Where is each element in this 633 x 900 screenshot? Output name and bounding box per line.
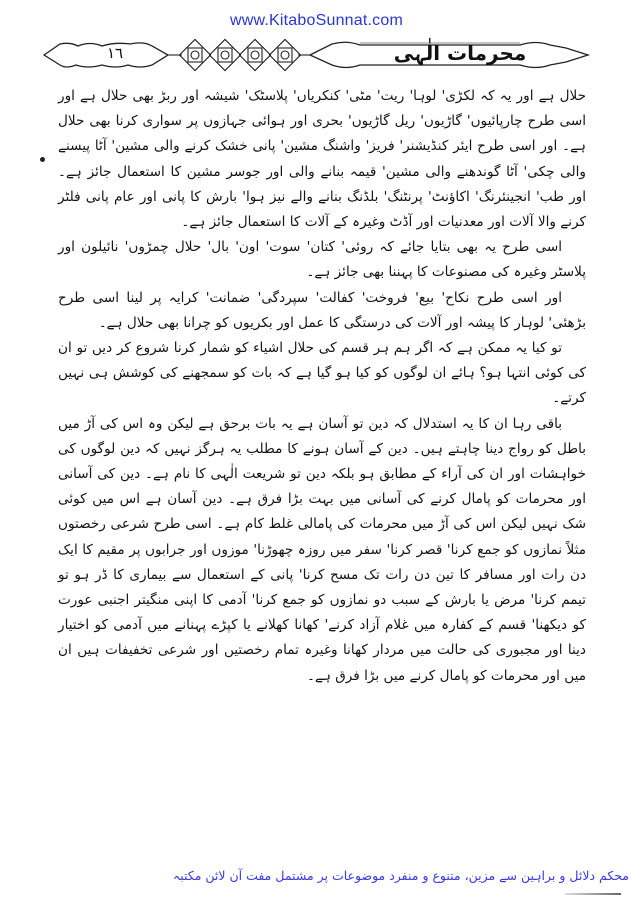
page-header	[40, 38, 595, 72]
paragraph: حلال ہے اور یہ کہ لکڑی' لوہا' ریت' مٹی' کنکریاں' پلاسٹک' شیشہ اور ربڑ بھی حلال ہے اور اسی طرح چارپائیوں' گاڑیوں' ریل گاڑیوں' بحری اور ہوائی جہازوں پر سواری کرنا بھی حلال ہے۔ اور اسی طرح ایئر کنڈیشنر' فریز' واشنگ مشین' پانی خشک کرنے والی مشین' آٹا پیسنے والی چکی' آٹا گوندھنے والی مشین' قیمہ بنانے والی اور جوسر مشین کا استعمال جائز ہے۔ اور طب' انجینئرنگ' اکاؤنٹ' پرنٹنگ' بلڈنگ بنانے والے نیز ہوا' بارش کا پانی اور عام پانی فلٹر کرنے والا آلات اور معدنیات اور آڈٹ وغیرہ کے آلات کا استعمال جائز ہے۔	[58, 88, 586, 231]
running-title: محرمات الٰہی	[393, 41, 527, 65]
page-number: ١٦	[106, 44, 124, 62]
paragraph: اسی طرح یہ بھی بتایا جائے کہ روئی' کتان' سوت' اون' بال' حلال چمڑوں' نائیلون اور پلاسٹر وغیرہ کی مصنوعات کا پہننا بھی جائز ہے۔	[58, 239, 586, 281]
footer-tagline: محکم دلائل و براہین سے مزین، متنوع و منفرد موضوعات پر مشتمل مفت آن لائن مکتبہ	[172, 868, 629, 883]
body-text	[58, 84, 586, 689]
knot-ornament	[168, 39, 310, 70]
site-url[interactable]: www.KitaboSunnat.com	[230, 12, 403, 29]
paragraph: اور اسی طرح نکاح' بیع' فروخت' کفالت' سپردگی' ضمانت' کرایہ پر لینا اسی طرح بڑھئی' لوہار کا پیشہ اور آلات کی درستگی کا عمل اور بکریوں کو چرانا بھی حلال ہے۔	[58, 289, 586, 331]
bullet-mark	[40, 157, 45, 162]
paragraph: باقی رہا ان کا یہ استدلال کہ دین تو آسان ہے یہ بات برحق ہے لیکن وہ اس کی آڑ میں باطل کو رواج دینا چاہتے ہیں۔ دین کے آسان ہونے کا مطلب یہ ہرگز نہیں کہ دین لوگوں کی خواہشات اور ان کی آراء کے مطابق ہو بلکہ دین تو شریعت الٰہی کا نام ہے۔ دین کی آسانی اور محرمات کو پامال کرنے کی آسانی میں بہت بڑا فرق ہے۔ دین آسان ہے اس میں کوئی شک نہیں لیکن اس کی آڑ میں محرمات کی پامالی غلط کام ہے۔ اسی طرح شرعی رخصتوں مثلاً نمازوں کو جمع کرنا' قصر کرنا' سفر میں روزہ چھوڑنا' موزوں اور جرابوں پر مقیم کا ایک دن رات اور مسافر کا تین دن رات تک مسح کرنا' پانی کے استعمال سے بیماری کا ڈر ہو تو تیمم کرنا' مرض یا بارش کے سبب دو نمازوں کو جمع کرنا' آدمی کا اپنی منگیتر اجنبی عورت کو دیکھنا' قسم کے کفارہ میں غلام آزاد کرنے' کھانا کھلانے یا کپڑے پہنانے میں آدمی کو اختیار دینا اور مجبوری کی حالت میں مردار کھانا وغیرہ تمام رخصتیں اور شرعی تخفیفات ہیں ان میں اور محرمات کو پامال کرنے میں بڑا فرق ہے۔	[58, 415, 586, 684]
paragraph: تو کیا یہ ممکن ہے کہ اگر ہم ہر قسم کی حلال اشیاء کو شمار کرنا شروع کر دیں تو ان کی کوئی انتہا ہو؟ ہائے ان لوگوں کو کیا ہو گیا ہے کہ بات کو سمجھنے کی کوشش ہی نہیں کرتے۔	[58, 340, 586, 407]
footer-rule	[565, 893, 621, 895]
